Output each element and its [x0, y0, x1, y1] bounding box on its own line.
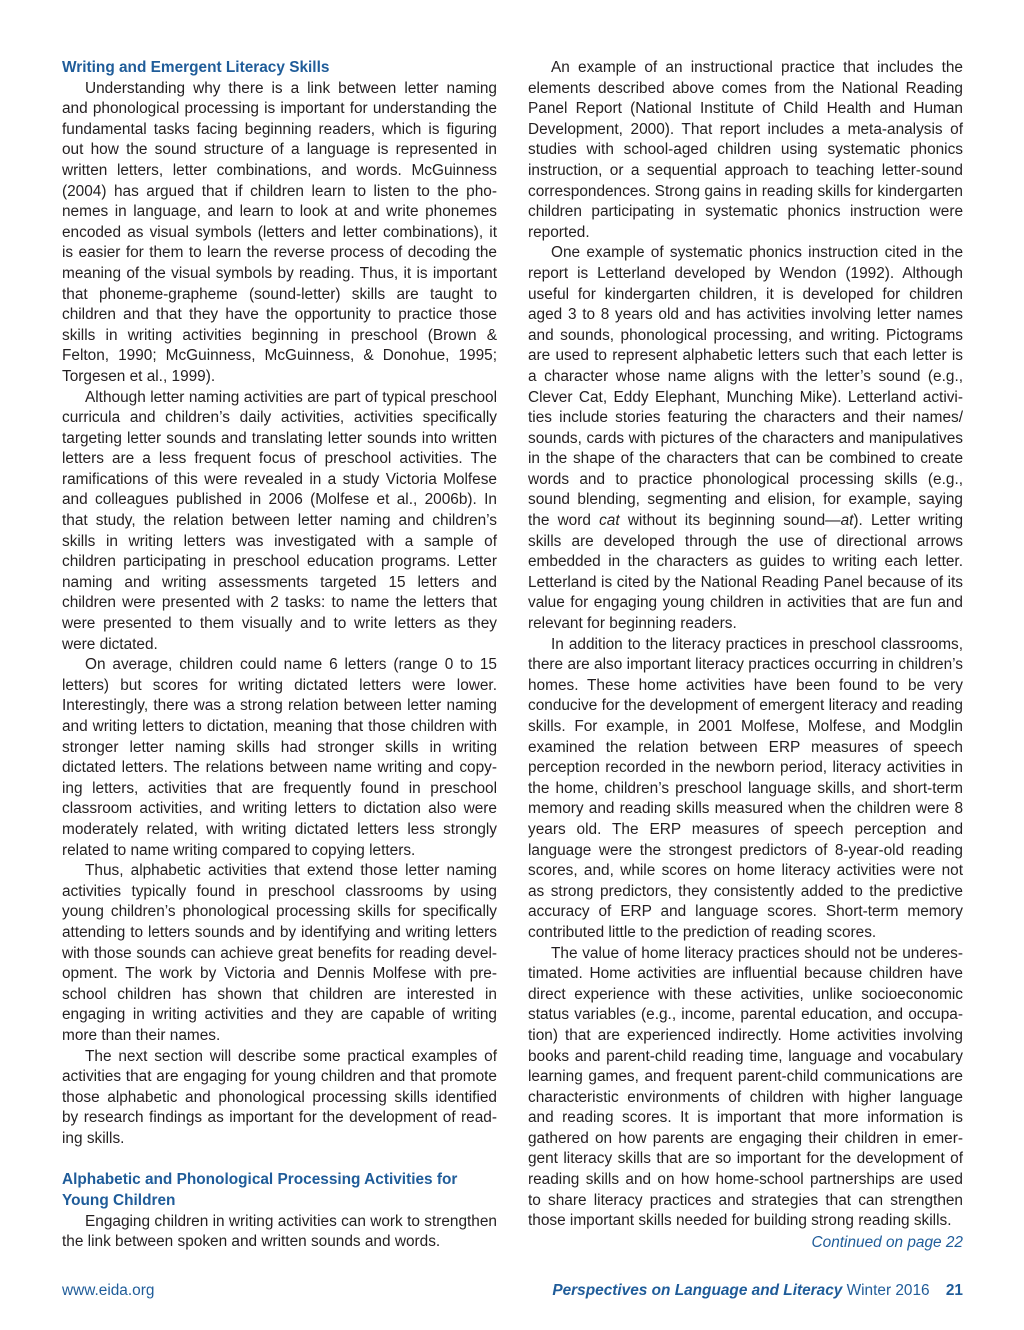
website-link[interactable]: www.eida.org: [62, 1282, 155, 1299]
emphasis-word: cat: [599, 512, 620, 530]
journal-issue: Winter 2016: [846, 1282, 930, 1299]
left-column: [62, 58, 497, 1253]
journal-title: Perspectives on Language and Literacy: [552, 1282, 843, 1299]
paragraph: Understanding why there is a link between letter naming and phonological processing is important for understanding the fundamental tasks facing beginning readers, which is figuring out how the sound structure of a language is represented in written letters, letter combinations, and words. McGuinness (2004) has argued that if children learn to listen to the phonemes in language, and learn to look at and write phonemes encoded as visual symbols (letters and letter combinations), it is easier for them to learn the reverse process of decoding the meaning of the visual symbols by reading. Thus, it is important that phoneme-grapheme (sound-letter) skills are taught to children and that they have the opportunity to practice those skills in writing activities beginning in preschool (Brown & Felton, 1990; McGuinness, McGuinness, & Donohue, 1995; Torgesen et al., 1999).: [62, 79, 497, 385]
footer-citation: [552, 1281, 963, 1301]
paragraph: Engaging children in writing activities can work to strengthen the link between spoken and written sounds and words.: [62, 1212, 497, 1251]
right-column: [528, 58, 963, 1253]
text-run: ). Letter writing skills are developed through the use of directional arrows embedded in the characters as guides to writing each letter. Letterland is cited by the National Reading Panel because of its value for engaging young children in activities that are fun and relevant for beginning readers.: [528, 512, 963, 633]
paragraph-letterland: [528, 243, 963, 634]
continued-note: Continued on page 22: [811, 1233, 963, 1251]
paragraph: An example of an instructional practice that includes the elements described above comes from the National Reading Panel Report (National Institute of Child Health and Human Development, 2000). That report includes a meta-analysis of studies with school-aged children using systematic phonics instruction, or a sequential approach to teaching letter-sound correspondences. Strong gains in reading skills for kindergarten children participating in systematic phonics instruction were reported.: [528, 59, 963, 241]
text-run: One example of systematic phonics instruction cited in the report is Letterland developed by Wendon (1992). Although useful for kindergarten children, it is developed for children aged 3 to 8 years old and has activities involving letter names and sounds, phonological processing, and writing. Pictograms are used to represent alphabetic letters such that each letter is a character whose name aligns with the letter’s sound (e.g., Clever Cat, Eddy Elephant, Munching Mike). Letterland activities include stories featuring the characters and their names/ sounds, cards with pictures of the characters and manipulatives in the shape of the characters that can be combined to create words and to practice phonological processing skills (e.g., sound blending, segmenting and elision, for example, saying the word: [528, 244, 963, 530]
page-number: 21: [945, 1282, 963, 1299]
paragraph: Thus, alphabetic activities that extend those letter naming activities typically found in preschool classrooms by using young children’s phonological processing skills for specifically attending to letters sounds and by identifying and writing letters with those sounds can achieve great benefits for reading development. The work by Victoria and Dennis Molfese with preschool children has shown that children are interested in engaging in writing activities and they are capable of writing more than their names.: [62, 862, 497, 1044]
section-heading-writing-emergent-literacy: Writing and Emergent Literacy Skills: [62, 59, 330, 76]
paragraph: Although letter naming activities are part of typical preschool curricula and children’s daily activities, activities specifically targeting letter sounds and translating letter sounds into written letters are a less frequent focus of preschool activities. The ramifications of this were revealed in a study Victoria Molfese and colleagues published in 2006 (Molfese et al., 2006b). In that study, the relation between letter naming and children’s skills in writing letters was investigated with a sample of children participating in preschool education programs. Letter naming and writing assessments targeted 15 letters and children were presented with 2 tasks: to name the letters that were presented to them visually and to write letters as they were dictated.: [62, 388, 497, 653]
emphasis-word: at: [840, 512, 854, 530]
paragraph: On average, children could name 6 letters (range 0 to 15 letters) but scores for writing dictated letters were lower. Interestingly, there was a strong relation between letter naming and writing letters to dictation, meaning that those children with stronger letter naming skills had stronger skills in writing dictated letters. The relations between name writing and copying letters, activities that are frequently found in preschool classroom activities, and writing letters to dictation also were moderately related, with writing dictated letters less strongly related to name writing compared to copying letters.: [62, 656, 497, 859]
text-run: without its beginning sound—: [619, 512, 841, 530]
paragraph: In addition to the literacy practices in preschool classrooms, there are also important literacy practices occurring in children’s homes. These home activities have been found to be very conducive for the development of emergent literacy and reading skills. For example, in 2001 Molfese, Molfese, and Modglin examined the relation between ERP measures of speech perception recorded in the newborn period, literacy activities in the home, children’s preschool language skills, and short-term memory and reading skills measured when the children were 8 years old. The ERP measures of speech perception and language were the strongest predictors of 8-year-old reading scores, and, while scores on home literacy activities were not as strong predictors, they consistently added to the predictive accuracy of ERP and language scores. Short-term memory contributed little to the prediction of reading scores.: [528, 635, 963, 941]
paragraph: The value of home literacy practices should not be underestimated. Home activities are influential because children have direct experience with these activities, unlike socioeconomic status variables (e.g., income, parental education, and occupation) that are experienced indirectly. Home activities involving books and parent-child reading time, language and vocabulary learning games, and frequent parent-child communications are characteristic environments of children with higher language and reading scores. It is important that more information is gathered on how parents are engaging their children in emergent literacy skills that are so important for the development of reading skills and on how home-school partnerships are used to share literacy practices and strategies that can strengthen those important skills needed for building strong reading skills.: [528, 944, 963, 1230]
paragraph: The next section will describe some practical examples of activities that are engaging for young children and that promote those alphabetic and phonological processing skills identified by research findings as important for the development of reading skills.: [62, 1047, 497, 1147]
section-heading-alphabetic-activities: Alphabetic and Phonological Processing Activities for Young Children: [62, 1171, 458, 1210]
